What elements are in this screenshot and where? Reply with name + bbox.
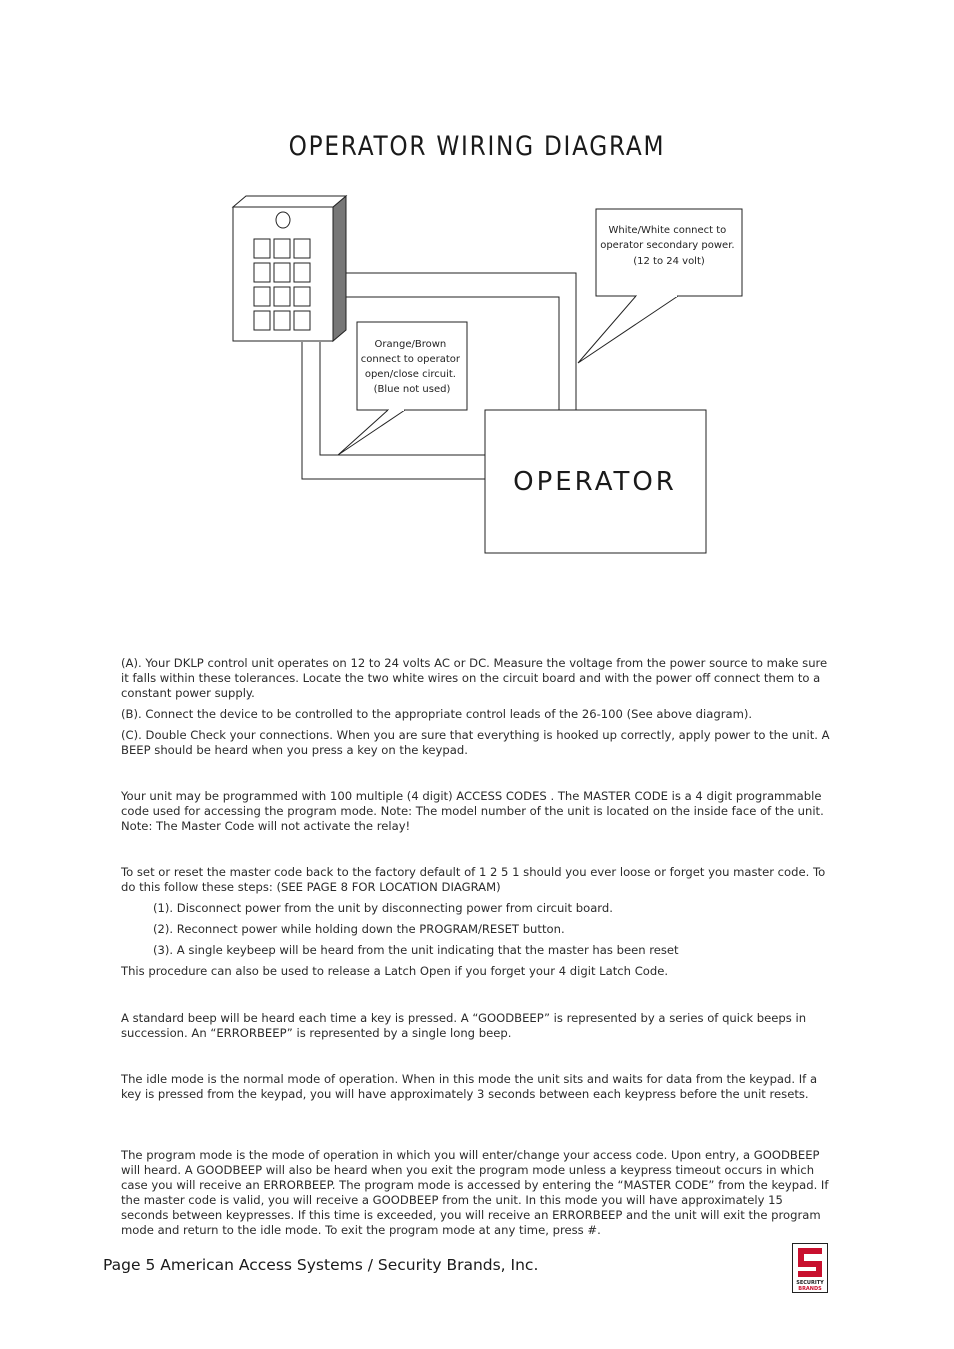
keypad-key <box>254 287 270 306</box>
keypad-key <box>294 311 310 330</box>
keypad-key <box>254 311 270 330</box>
paragraph-reset-intro: To set or reset the master code back to the factory default of 1 2 5 1 should you ever loose or forget you master code. To do this follow these steps: (SEE PAGE 8 FOR LOCATION DIAGRAM) <box>121 865 826 894</box>
svg-text:Orange/Brown connect to: Orange/Brown connect to operator open/close circuit. (Blue not used) <box>360 339 461 395</box>
reset-step-3: (3). A single keybeep will be heard from the unit indicating that the master has been reset <box>153 943 679 957</box>
wiring-diagram <box>0 0 954 600</box>
paragraph-beep: A standard beep will be heard each time a key is pressed. A “GOODBEEP” is represented by a series of quick beeps in succession. An “ERRORBEEP” is represented by a single long beep. <box>121 1011 807 1040</box>
svg-text:BRANDS: BRANDS <box>798 1286 822 1292</box>
paragraph-program: The program mode is the mode of operation in which you will enter/change your access code. Upon entry, a GOODBEEP will heard. A GOODBEEP will also be heard when you exit the program mode unless a keypress timeout occurs in which case you will receive an ERRORBEEP. The program mode is accessed by entering the “MASTER CODE” from the keypad. If the master code is valid, you will receive a GOODBEEP from the unit. In this mode you will have approximately 15 seconds between keypresses. If this time is exceeded, you will receive an ERRORBEEP and the unit will exit the program mode and return to the idle mode. To exit the program mode at any time, press #. <box>121 1148 829 1237</box>
keypad-key <box>274 239 290 258</box>
keypad-key <box>294 263 310 282</box>
paragraph-c: (C). Double Check your connections. When you are sure that everything is hooked up correctly, apply power to the unit. A BEEP should be heard when you press a key on the keypad. <box>121 728 830 757</box>
idle-mode-section <box>121 1072 833 1108</box>
keypad-key <box>254 263 270 282</box>
callout-orange-brown <box>338 322 467 455</box>
keypad-key <box>294 239 310 258</box>
paragraph-idle: The idle mode is the normal mode of operation. When in this mode the unit sits and waits for data from the keypad. If a key is pressed from the keypad, you will have approximately 3 seconds between each keypress before the unit resets. <box>121 1072 818 1101</box>
svg-text:SECURITY: SECURITY <box>796 1280 824 1286</box>
keypad-unit <box>233 196 346 341</box>
beep-section <box>121 1011 833 1047</box>
reset-step-2: (2). Reconnect power while holding down the PROGRAM/RESET button. <box>153 922 565 936</box>
paragraph-access-codes: Your unit may be programmed with 100 multiple (4 digit) ACCESS CODES . The MASTER CODE is a 4 digit programmable code used for accessing the program mode. Note: The model number of the unit is located on the inside face of the unit. Note: The Master Code will not activate the relay! <box>121 789 824 833</box>
keypad-key <box>274 263 290 282</box>
page-footer: Page 5 American Access Systems / Security Brands, Inc. <box>103 1256 539 1274</box>
operator-label: OPERATOR <box>513 467 677 497</box>
instructions-setup <box>121 656 833 764</box>
access-codes-section <box>121 789 833 840</box>
paragraph-b: (B). Connect the device to be controlled to the appropriate control leads of the 26-100 (See above diagram). <box>121 707 753 721</box>
svg-text:White/White connect to o: White/White connect to operator secondary power. (12 to 24 volt) <box>600 225 735 267</box>
keypad-key <box>294 287 310 306</box>
program-mode-section <box>121 1148 833 1244</box>
security-brands-logo <box>792 1243 828 1293</box>
keypad-key <box>274 311 290 330</box>
keypad-led <box>276 212 290 228</box>
master-reset-section <box>121 865 833 985</box>
reset-step-1: (1). Disconnect power from the unit by disconnecting power from circuit board. <box>153 901 613 915</box>
paragraph-latch: This procedure can also be used to release a Latch Open if you forget your 4 digit Latch Code. <box>121 964 669 978</box>
page-title: OPERATOR WIRING DIAGRAM <box>288 131 666 162</box>
callout-white-white <box>578 209 742 363</box>
keypad-key <box>274 287 290 306</box>
paragraph-a: (A). Your DKLP control unit operates on 12 to 24 volts AC or DC. Measure the voltage from the power source to make sure it falls within these tolerances. Locate the two white wires on the circuit board and with the power off connect them to a constant power supply. <box>121 656 828 700</box>
keypad-key <box>254 239 270 258</box>
